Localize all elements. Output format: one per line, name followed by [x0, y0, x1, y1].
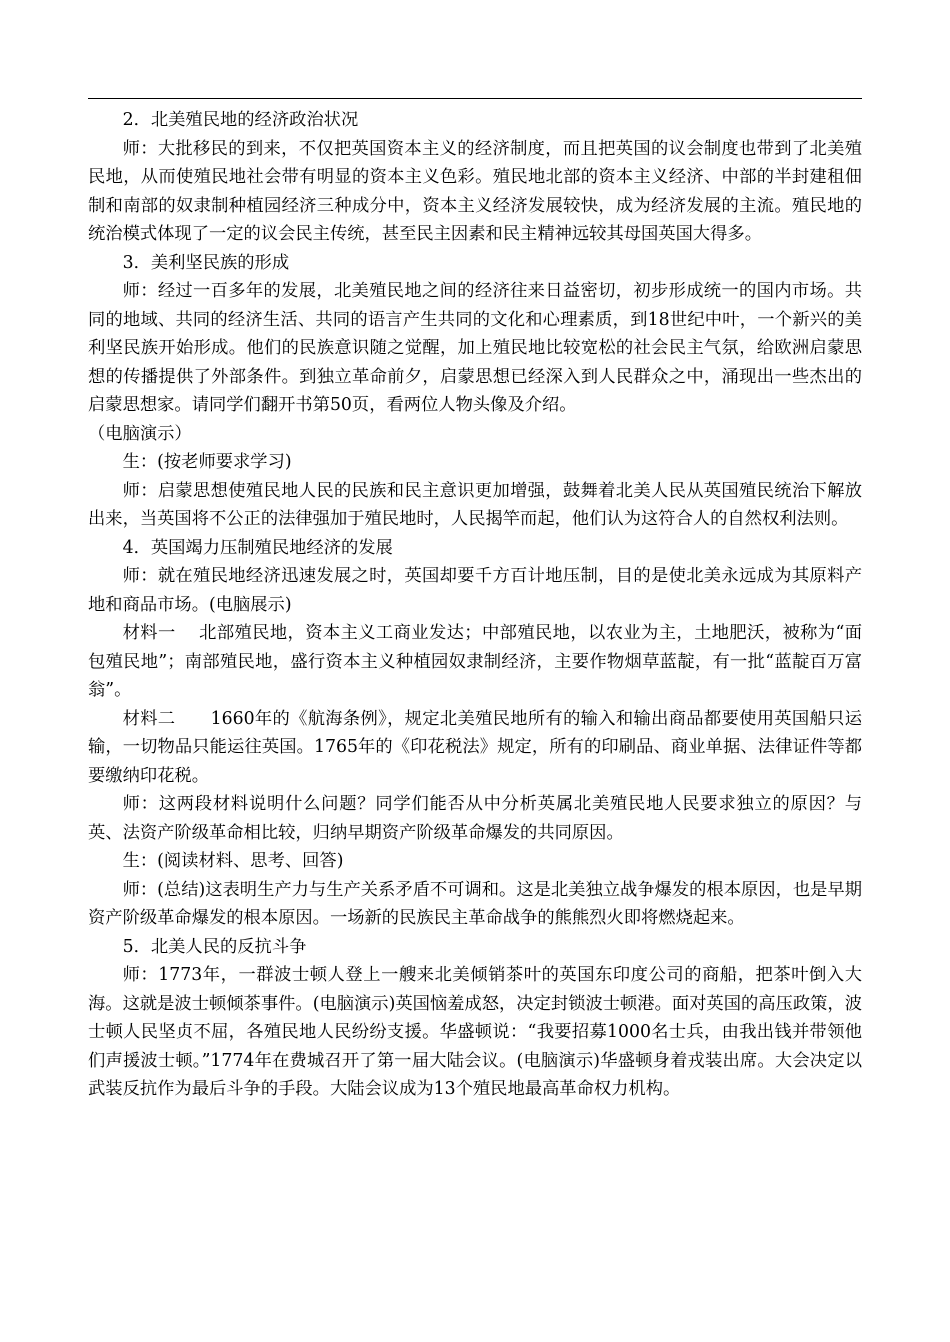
stage-note: （电脑演示） [88, 423, 192, 444]
paragraph: 师：1773年，一群波士顿人登上一艘来北美倾销茶叶的英国东印度公司的商船，把茶叶倒入大海。这就是波士顿倾茶事件。(电脑演示)英国恼羞成怒，决定封锁波士顿港。面对英国的高压政策，波士顿人民坚贞不屈，各殖民地人民纷纷支援。华盛顿说：“我要招募1000名士兵，由我出钱并带领他们声援波士顿。”1774年在费城召开了第一届大陆会议。(电脑演示)华盛顿身着戎装出席。大会决定以武装反抗作为最后斗争的手段。大陆会议成为13个殖民地最高革命权力机构。 [88, 965, 862, 1099]
section-heading-2: 2．北美殖民地的经济政治状况 [122, 110, 359, 130]
header-rule [88, 98, 862, 99]
paragraph: 师：(总结)这表明生产力与生产关系矛盾不可调和。这是北美独立战争爆发的根本原因，也是早期资产阶级革命爆发的根本原因。一场新的民族民主革命战争的熊熊烈火即将燃烧起来。 [88, 879, 862, 928]
paragraph: 师：这两段材料说明什么问题？同学们能否从中分析英属北美殖民地人民要求独立的原因？与英、法资产阶级革命相比较，归纳早期资产阶级革命爆发的共同原因。 [88, 794, 862, 843]
paragraph: 师：启蒙思想使殖民地人民的民族和民主意识更加增强，鼓舞着北美人民从英国殖民统治下解放出来，当英国将不公正的法律强加于殖民地时，人民揭竿而起，他们认为这符合人的自然权利法则。 [88, 480, 862, 529]
paragraph: 生：(阅读材料、思考、回答) [122, 851, 344, 871]
section-heading-4: 4．英国竭力压制殖民地经济的发展 [122, 537, 393, 558]
paragraph: 师：大批移民的到来，不仅把英国资本主义的经济制度，而且把英国的议会制度也带到了北美殖民地，从而使殖民地社会带有明显的资本主义色彩。殖民地北部的资本主义经济、中部的半封建租佃制和南部的奴隶制种植园经济三种成分中，资本主义经济发展较快，成为经济发展的主流。殖民地的统治模式体现了一定的议会民主传统，甚至民主因素和民主精神远较其母国英国大得多。 [88, 138, 862, 244]
document-body [88, 106, 862, 1104]
material-two: 材料二 1660年的《航海条例》，规定北美殖民地所有的输入和输出商品都要使用英国船只运输，一切物品只能运往英国。1765年的《印花税法》规定，所有的印刷品、商业单据、法律证件等都要缴纳印花税。 [88, 708, 862, 786]
paragraph: 师：经过一百多年的发展，北美殖民地之间的经济往来日益密切，初步形成统一的国内市场。共同的地域、共同的经济生活、共同的语言产生共同的文化和心理素质，到18世纪中叶，一个新兴的美利坚民族开始形成。他们的民族意识随之觉醒，加上殖民地比较宽松的社会民主气氛，给欧洲启蒙思想的传播提供了外部条件。到独立革命前夕，启蒙思想已经深入到人民群众之中，涌现出一些杰出的启蒙思想家。请同学们翻开书第50页，看两位人物头像及介绍。 [88, 281, 862, 415]
section-heading-3: 3．美利坚民族的形成 [122, 252, 290, 273]
paragraph: 师：就在殖民地经济迅速发展之时，英国却要千方百计地压制，目的是使北美永远成为其原料产地和商品市场。(电脑展示) [88, 566, 862, 615]
paragraph: 生：(按老师要求学习) [122, 452, 292, 472]
material-one: 材料一 北部殖民地，资本主义工商业发达；中部殖民地，以农业为主，土地肥沃，被称为“面包殖民地”；南部殖民地，盛行资本主义种植园奴隶制经济，主要作物烟草蓝靛，有一批“蓝靛百万富翁”。 [88, 623, 862, 700]
section-heading-5: 5．北美人民的反抗斗争 [122, 936, 307, 957]
